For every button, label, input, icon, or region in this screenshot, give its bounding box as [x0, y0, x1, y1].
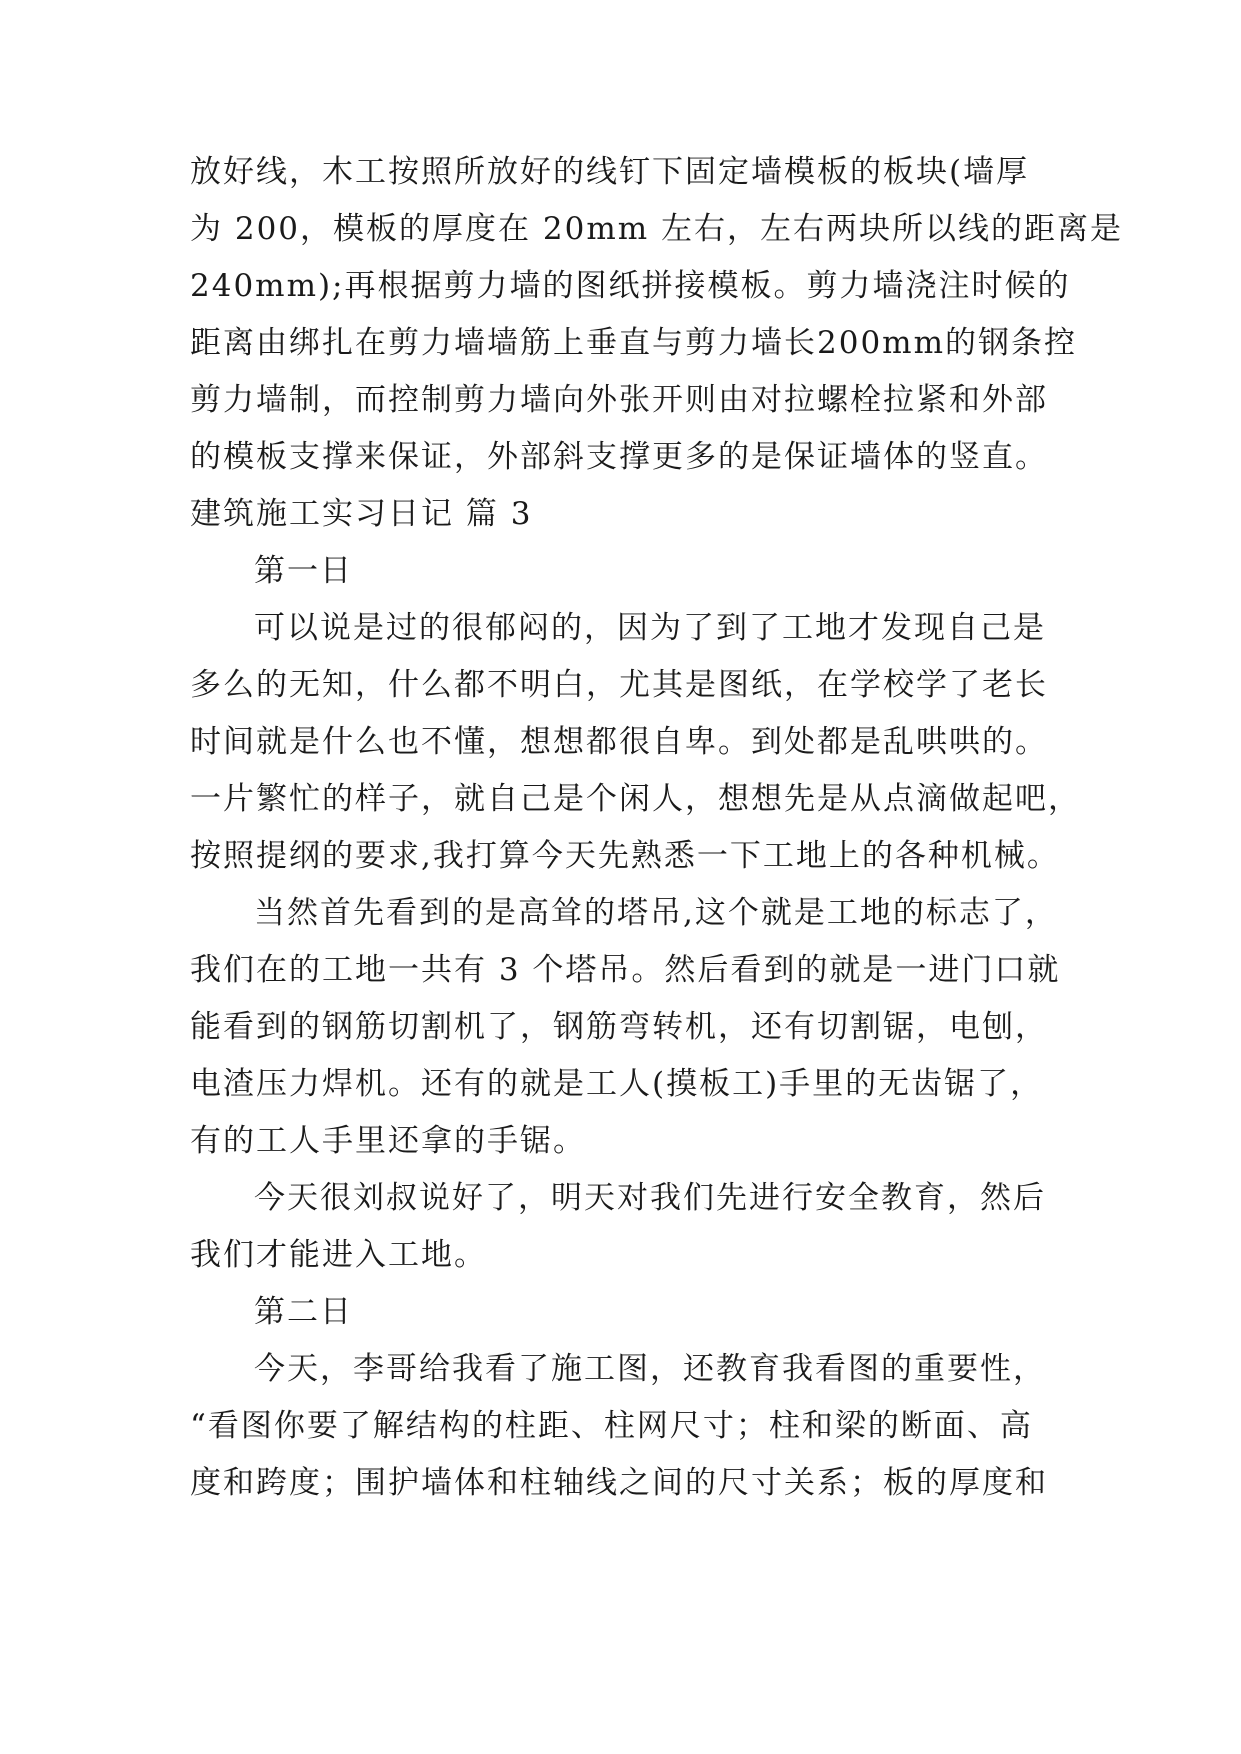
day-heading: 第一日: [254, 553, 353, 589]
body-text-line: 剪力墙制，而控制剪力墙向外张开则由对拉螺栓拉紧和外部: [190, 382, 1048, 418]
body-text-line: 今天，李哥给我看了施工图，还教育我看图的重要性，: [254, 1351, 1046, 1387]
body-text-line: 能看到的钢筋切割机了，钢筋弯转机，还有切割锯，电刨，: [190, 1009, 1048, 1045]
body-text-line: 距离由绑扎在剪力墙墙筋上垂直与剪力墙长200mm的钢条控: [190, 325, 1077, 361]
body-text-line: 有的工人手里还拿的手锯。: [190, 1123, 586, 1159]
body-text-line: 度和跨度；围护墙体和柱轴线之间的尺寸关系；板的厚度和: [190, 1465, 1048, 1501]
body-text-line: 按照提纲的要求,我打算今天先熟悉一下工地上的各种机械。: [190, 838, 1060, 874]
body-text-line: 电渣压力焊机。还有的就是工人(摸板工)手里的无齿锯了，: [190, 1066, 1044, 1102]
body-text-line: 时间就是什么也不懂，想想都很自卑。到处都是乱哄哄的。: [190, 724, 1048, 760]
body-text-line: 为 200，模板的厚度在 20mm 左右，左右两块所以线的距离是: [190, 211, 1123, 247]
body-text-line: 我们在的工地一共有 3 个塔吊。然后看到的就是一进门口就: [190, 952, 1061, 988]
section-heading: 建筑施工实习日记 篇 3: [190, 496, 533, 532]
body-text-line: 当然首先看到的是高耸的塔吊,这个就是工地的标志了，: [254, 895, 1058, 931]
body-text-line: 的模板支撑来保证，外部斜支撑更多的是保证墙体的竖直。: [190, 439, 1048, 475]
body-text-line: 240mm);再根据剪力墙的图纸拼接模板。剪力墙浇注时候的: [190, 268, 1071, 304]
body-text-line: 放好线，木工按照所放好的线钉下固定墙模板的板块(墙厚: [190, 154, 1030, 190]
body-text-line: 可以说是过的很郁闷的，因为了到了工地才发现自己是: [254, 610, 1046, 646]
body-text-line: 多么的无知，什么都不明白，尤其是图纸，在学校学了老长: [190, 667, 1048, 703]
body-text-line: 我们才能进入工地。: [190, 1237, 487, 1273]
body-text-line: 一片繁忙的样子，就自己是个闲人，想想先是从点滴做起吧，: [190, 781, 1081, 817]
body-text-line: “看图你要了解结构的柱距、柱网尺寸；柱和梁的断面、高: [190, 1408, 1033, 1444]
body-text-line: 今天很刘叔说好了，明天对我们先进行安全教育，然后: [254, 1180, 1046, 1216]
day-heading: 第二日: [254, 1294, 353, 1330]
